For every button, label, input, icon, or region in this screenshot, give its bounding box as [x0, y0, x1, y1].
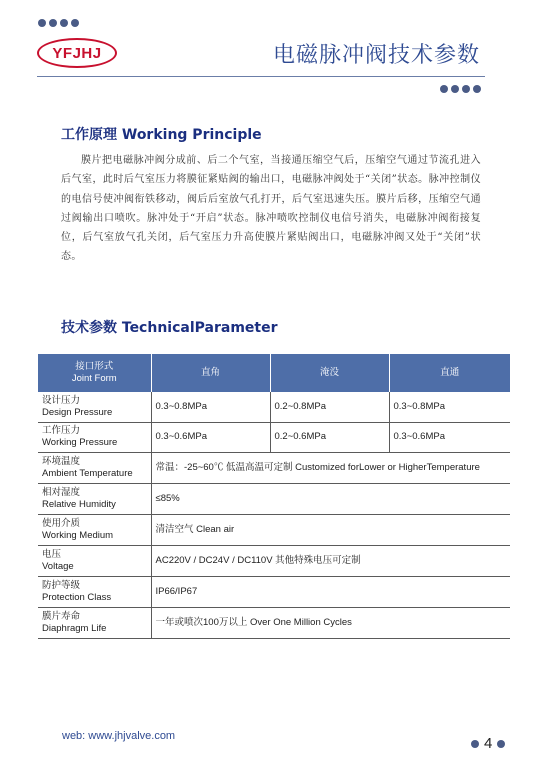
table-cell: 0.3~0.6MPa: [389, 422, 510, 452]
row-label-en: Working Pressure: [42, 437, 118, 448]
table-row: [38, 392, 510, 422]
table-cell: 0.3~0.8MPa: [151, 392, 270, 422]
company-logo: [37, 38, 117, 68]
header-divider: [37, 76, 485, 77]
technical-parameter-title: 技术参数 TechnicalParameter: [61, 320, 278, 336]
table-cell: 0.3~0.6MPa: [151, 422, 270, 452]
joint-form-label-en: Joint Form: [71, 373, 117, 384]
row-label: [38, 545, 151, 576]
joint-form-header: [38, 354, 151, 392]
website-link[interactable]: web: www.jhjvalve.com: [62, 730, 176, 742]
dot-icon: [71, 19, 79, 27]
table-cell: 一年或喷次100万以上 Over One Million Cycles: [151, 607, 510, 638]
logo-text: YFJHJ: [52, 44, 102, 62]
table-cell: 0.3~0.8MPa: [389, 392, 510, 422]
decorative-dots-top: [38, 19, 79, 27]
table-cell: 清洁空气 Clean air: [151, 514, 510, 545]
column-header-straight: 直通: [389, 354, 510, 392]
column-header-right-angle: 直角: [151, 354, 270, 392]
row-label-en: Diaphragm Life: [42, 622, 107, 634]
row-label-en: Relative Humidity: [42, 498, 116, 510]
row-label-cn: 工作压力: [42, 425, 81, 436]
row-label: [38, 607, 151, 638]
table-cell: AC220V / DC24V / DC110V 其他特殊电压可定制: [151, 545, 510, 576]
dot-icon: [38, 19, 46, 27]
table-cell: IP66/IP67: [151, 576, 510, 607]
row-label-cn: 相对湿度: [42, 486, 81, 498]
row-label-cn: 膜片寿命: [42, 610, 81, 622]
row-label: [38, 576, 151, 607]
row-label-cn: 设计压力: [42, 394, 81, 406]
table-row: [38, 576, 510, 607]
column-header-submerged: 淹没: [270, 354, 389, 392]
row-label-cn: 环境温度: [42, 455, 81, 467]
table-cell: ≤85%: [151, 483, 510, 514]
table-row: [38, 422, 510, 452]
table-row: [38, 545, 510, 576]
page-title: 电磁脉冲阀技术参数: [272, 43, 480, 68]
row-label: [38, 452, 151, 483]
table-row: [38, 607, 510, 638]
table-cell: 常温：-25~60℃ 低温高温可定制 Customized forLower or HigherTemperature: [151, 452, 510, 483]
row-label: [38, 392, 151, 422]
dot-icon: [451, 85, 459, 93]
row-label-en: Working Medium: [42, 529, 114, 541]
row-label-cn: 防护等级: [42, 579, 81, 591]
working-principle-text: 膜片把电磁脉冲阀分成前、后二个气室，当接通压缩空气后，压缩空气通过节流孔进入后气室，此时后气室压力将膜征紧贴阀的输出口，电磁脉冲阀处于“关闭”状态。脉冲控制仪的电信号使冲阀衔铁移动，阀后后室放气孔打开，后气室迅速失压。膜片后移，压缩空气通过阀输出口喷吹。脉冲处于“开启”状态。脉冲喷吹控制仪电信号消失，电磁脉冲阀衔接复位，后气室放气孔关闭，后气室压力升高使膜片紧贴阀出口，电磁脉冲阀又处于“关闭”状态。: [61, 155, 481, 263]
page-number-block: [471, 736, 505, 751]
decorative-dots-header: [440, 85, 481, 93]
row-label: [38, 514, 151, 545]
row-label: [38, 422, 151, 452]
row-label-en: Design Pressure: [42, 406, 113, 418]
table-header-row: [38, 354, 510, 392]
page-number: 4: [484, 735, 493, 752]
row-label-cn: 使用介质: [42, 517, 81, 529]
dot-icon: [440, 85, 448, 93]
row-label-en: Voltage: [42, 560, 74, 572]
dot-icon: [49, 19, 57, 27]
table-row: [38, 514, 510, 545]
table-row: [38, 452, 510, 483]
dot-icon: [462, 85, 470, 93]
table-row: [38, 483, 510, 514]
joint-form-label-cn: 接口形式: [75, 361, 114, 372]
table-cell: 0.2~0.6MPa: [270, 422, 389, 452]
row-label-cn: 电压: [42, 548, 62, 560]
row-label-en: Ambient Temperature: [42, 467, 133, 479]
dot-icon: [471, 740, 479, 748]
dot-icon: [473, 85, 481, 93]
row-label: [38, 483, 151, 514]
dot-icon: [60, 19, 68, 27]
table-cell: 0.2~0.8MPa: [270, 392, 389, 422]
technical-parameter-table: [38, 354, 510, 639]
row-label-en: Protection Class: [42, 591, 112, 603]
dot-icon: [497, 740, 505, 748]
working-principle-title: 工作原理 Working Principle: [61, 127, 262, 143]
